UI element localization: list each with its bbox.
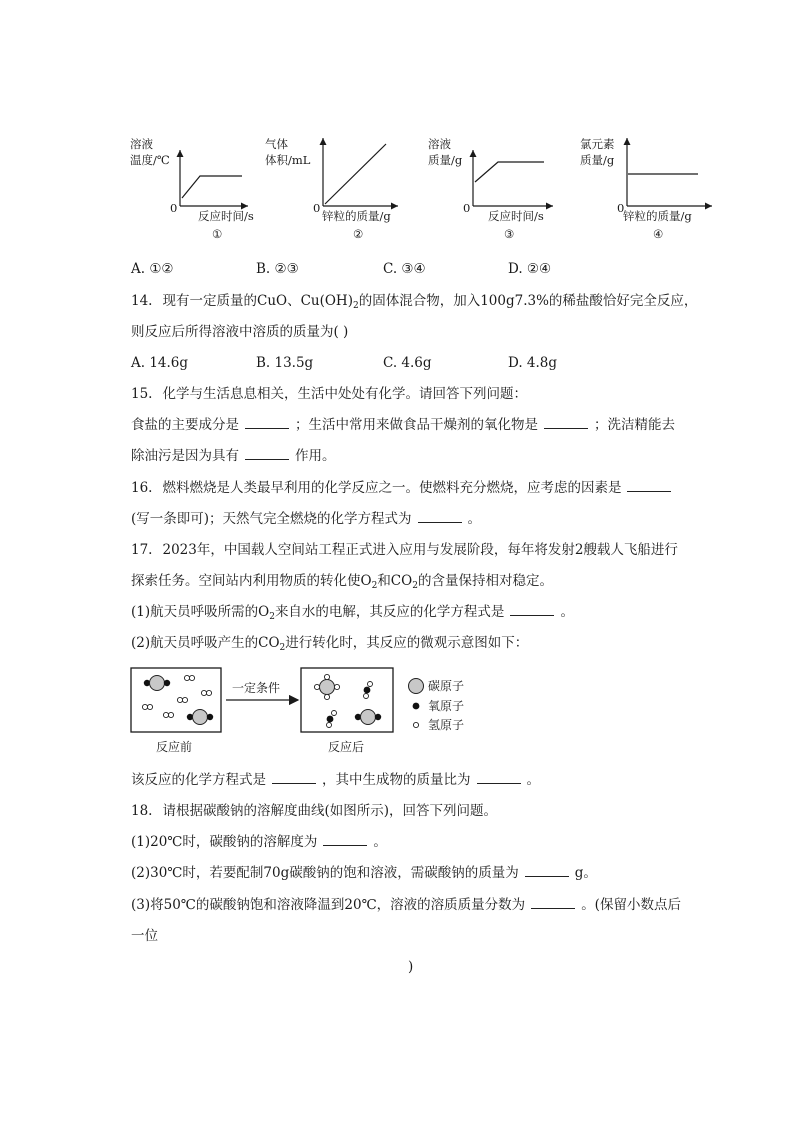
- graph-1-number: ①: [212, 227, 223, 241]
- q17-p2-sub: 2: [279, 643, 286, 653]
- graph-3: [428, 137, 553, 241]
- graph-2-xlabel: 锌粒的质量/g: [322, 209, 391, 223]
- graph-3-ylabel-1: 溶液: [428, 137, 451, 151]
- graph-2: [265, 137, 398, 241]
- q17-p1-text-a: (1)航天员呼吸所需的O: [131, 604, 270, 620]
- h2o-molecule: [364, 682, 373, 699]
- graph-4-xlabel: 锌粒的质量/g: [623, 209, 692, 223]
- graph-2-number: ②: [353, 227, 364, 241]
- q17-line-1: [131, 540, 678, 560]
- q17-p2-text-b: 进行转化时，其反应的微观示意图如下：: [285, 635, 529, 651]
- q14-number: 14.: [131, 293, 153, 309]
- q18-p2-text-b: g。: [574, 865, 597, 881]
- q15-blank-3[interactable]: [245, 447, 289, 460]
- legend-hydrogen: 氢原子: [428, 718, 465, 732]
- legend-carbon: 碳原子: [428, 679, 465, 693]
- q17-line-2: [131, 571, 553, 596]
- graphs-row: [120, 130, 720, 250]
- q16-text-2b: 。: [467, 511, 482, 527]
- q18-p3-text-c: 一位: [131, 928, 158, 944]
- q17-number: 17.: [131, 542, 153, 558]
- q16-blank-1[interactable]: [627, 479, 671, 492]
- legend-oxygen: 氧原子: [428, 699, 465, 713]
- q16-text-2a: (写一条即可)；天然气完全燃烧的化学方程式为: [131, 511, 412, 527]
- q15-line-3: [131, 446, 336, 466]
- q17-p2-text-a: (2)航天员呼吸产生的CO: [131, 635, 280, 651]
- q17-part-3: [131, 770, 540, 790]
- reaction-condition-label: 一定条件: [232, 681, 281, 695]
- graph-1: [130, 137, 254, 241]
- q18-blank-1[interactable]: [323, 833, 367, 846]
- q18-part-3-cont: [131, 926, 158, 946]
- q13-option-c: C. ③④: [383, 261, 426, 277]
- q14-option-b: B. 13.5g: [256, 355, 314, 371]
- q14-option-a: A. 14.6g: [131, 355, 189, 371]
- q17-part-2: [131, 633, 528, 658]
- graph-3-xlabel: 反应时间/s: [488, 209, 544, 223]
- q15-text-2a: 食盐的主要成分是: [131, 417, 239, 433]
- carbon-atom-icon: [409, 679, 424, 694]
- h2-molecule: [163, 712, 173, 717]
- h2o-molecule: [327, 711, 337, 728]
- q17-text-2b: 和CO: [377, 573, 413, 589]
- q17-text-1: 2023年，中国载人空间站工程正式进入应用与发展阶段，每年将发射2艘载人飞船进行: [162, 542, 678, 558]
- q15-line-2: [131, 415, 675, 435]
- graph-1-ylabel-1: 溶液: [130, 137, 153, 151]
- q13-options: [131, 259, 591, 279]
- q18-p3-text-a: (3)将50℃的碳酸钠饱和溶液降温到20℃，溶液的溶质质量分数为: [131, 897, 526, 913]
- q18-line-1: [131, 801, 497, 821]
- q17-blank-3[interactable]: [477, 771, 521, 784]
- h2-molecule: [201, 690, 211, 695]
- q15-line-1: [131, 384, 527, 404]
- graph-3-number: ③: [504, 227, 515, 241]
- q17-p1-sub: 2: [269, 612, 275, 622]
- q14-sub-1: 2: [352, 301, 359, 311]
- co2-molecule: [355, 710, 381, 725]
- q17-reaction-diagram: [128, 662, 488, 758]
- q18-part-3: [131, 895, 681, 915]
- q16-text-1: 燃料燃烧是人类最早利用的化学反应之一。使燃料充分燃烧，应考虑的因素是: [162, 480, 622, 496]
- graph-3-ylabel-2: 质量/g: [428, 153, 463, 167]
- graph-1-xlabel: 反应时间/s: [198, 209, 254, 223]
- q18-blank-2[interactable]: [525, 864, 569, 877]
- graph-2-curve: [325, 144, 386, 204]
- graph-2-ylabel-1: 气体: [265, 137, 288, 151]
- q16-blank-2[interactable]: [418, 510, 462, 523]
- q15-text-2b: ；生活中常用来做食品干燥剂的氧化物是: [295, 417, 538, 433]
- q17-p1-text-b: 来自水的电解，其反应的化学方程式是: [274, 604, 505, 620]
- q13-option-b: B. ②③: [256, 261, 299, 277]
- q17-blank-2[interactable]: [272, 771, 316, 784]
- ch4-molecule: [314, 674, 339, 699]
- q17-blank-1[interactable]: [510, 603, 554, 616]
- q14-text-2: 则反应后所得溶液中溶质的质量为( ): [131, 324, 349, 340]
- before-box: [131, 668, 221, 732]
- graph-4-ylabel-2: 质量/g: [580, 153, 615, 167]
- graph-1-ylabel-2: 温度/℃: [130, 153, 170, 167]
- q17-text-2a: 探索任务。空间站内利用物质的转化使O: [131, 573, 372, 589]
- q17-p3-text-b: ，其中生成物的质量比为: [322, 772, 471, 788]
- q15-blank-1[interactable]: [245, 416, 289, 429]
- oxygen-atom-icon: [413, 703, 420, 710]
- q17-sub-co2: 2: [412, 581, 418, 591]
- q14-option-c: C. 4.6g: [383, 355, 432, 371]
- q14-options: [131, 353, 591, 373]
- co2-molecule: [144, 676, 170, 691]
- q17-text-2c: 的含量保持相对稳定。: [417, 573, 553, 589]
- q18-p3-text-b: 。(保留小数点后: [581, 897, 681, 913]
- q18-p2-text-a: (2)30℃时，若要配制70g碳酸钠的饱和溶液，需碳酸钠的质量为: [131, 865, 519, 881]
- after-box: [301, 668, 393, 732]
- q14-text-1b: 的固体混合物，加入100g7.3%的稀盐酸恰好完全反应，: [358, 293, 698, 309]
- graph-1-origin: 0: [170, 201, 178, 215]
- graph-4: [580, 137, 712, 241]
- graph-3-curve: [475, 162, 544, 182]
- q15-text-1: 化学与生活息息相关，生活中处处有化学。请回答下列问题：: [162, 386, 527, 402]
- q18-blank-3[interactable]: [531, 896, 575, 909]
- graph-4-origin: 0: [617, 201, 625, 215]
- graph-2-ylabel-2: 体积/mL: [265, 153, 311, 167]
- h2-molecule: [142, 704, 152, 709]
- q18-part-1: [131, 832, 387, 852]
- q18-closing-paren: ): [408, 959, 414, 975]
- legend: [409, 678, 465, 732]
- q17-p3-text-c: 。: [526, 772, 540, 788]
- q17-p3-text-a: 该反应的化学方程式是: [131, 772, 266, 788]
- q14-option-d: D. 4.8g: [508, 355, 558, 371]
- q18-number: 18.: [131, 803, 153, 819]
- q18-text-1: 请根据碳酸钠的溶解度曲线(如图所示)，回答下列问题。: [162, 803, 498, 819]
- co2-molecule: [187, 710, 213, 725]
- h2-molecule: [177, 697, 187, 702]
- q18-part-2: [131, 863, 597, 883]
- graph-4-ylabel-1: 氯元素: [580, 137, 615, 151]
- q17-part-1: [131, 602, 574, 627]
- q18-p1-text-b: 。: [373, 834, 387, 850]
- graph-1-curve: [182, 176, 242, 198]
- q14-line-1: [131, 291, 697, 316]
- graph-3-origin: 0: [463, 201, 471, 215]
- q15-text-3b: 作用。: [295, 448, 336, 464]
- q13-option-a: A. ①②: [131, 261, 174, 277]
- q18-p1-text-a: (1)20℃时，碳酸钠的溶解度为: [131, 834, 318, 850]
- q16-line-2: [131, 509, 481, 529]
- q15-text-3a: 除油污是因为具有: [131, 448, 239, 464]
- hydrogen-atom-icon: [413, 722, 418, 727]
- q14-text-1a: 现有一定质量的CuO、Cu(OH): [162, 293, 353, 309]
- graph-2-origin: 0: [313, 201, 321, 215]
- q15-number: 15.: [131, 386, 153, 402]
- q14-line-2: [131, 322, 348, 342]
- before-label: 反应前: [156, 740, 193, 754]
- h2-molecule: [184, 675, 194, 680]
- graph-4-number: ④: [653, 227, 664, 241]
- q16-number: 16.: [131, 480, 153, 496]
- q17-sub-o2: 2: [371, 581, 378, 591]
- q17-p1-text-c: 。: [560, 604, 574, 620]
- q16-line-1: [131, 478, 677, 498]
- q15-blank-2[interactable]: [544, 416, 588, 429]
- after-label: 反应后: [328, 740, 365, 754]
- q13-option-d: D. ②④: [508, 261, 552, 277]
- q15-text-2c: ；洗洁精能去: [594, 417, 675, 433]
